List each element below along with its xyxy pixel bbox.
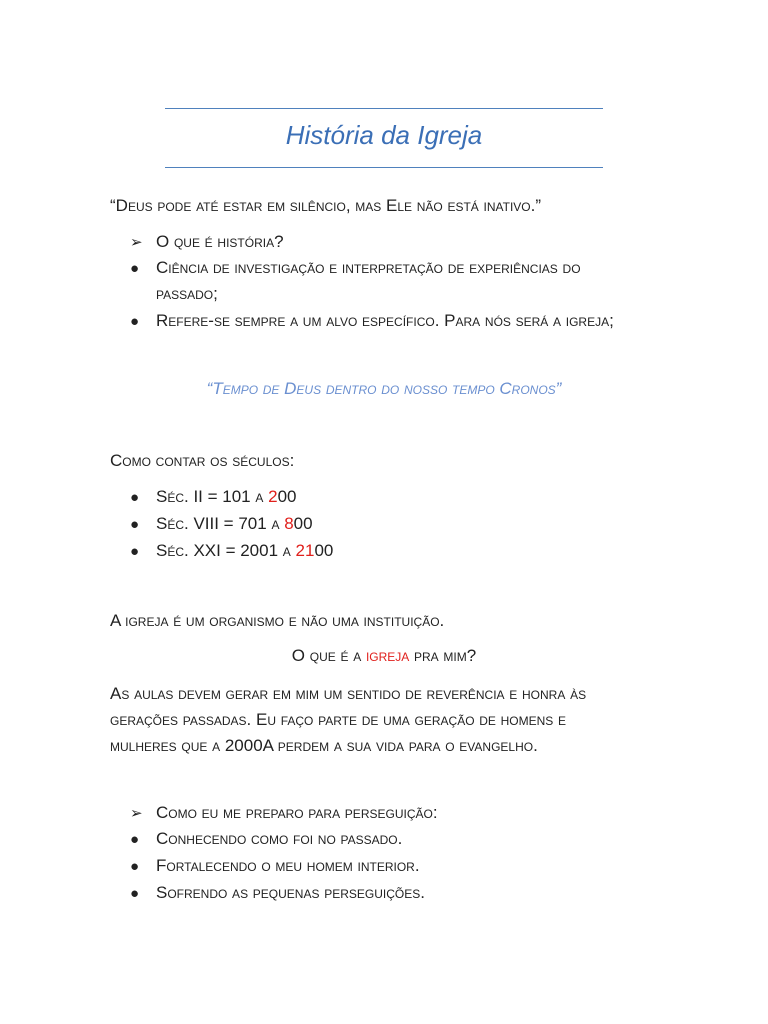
highlighted-digit: 8: [284, 514, 294, 533]
bullet-icon: ●: [130, 516, 140, 533]
paragraph-line: mulheres que a 2000A perdem a sua vida para o evangelho.: [110, 736, 538, 755]
church-question: O que é a igreja pra mim?: [291, 646, 477, 665]
list-item: ● Fortalecendo o meu homem interior.: [130, 856, 420, 875]
list-item: ➢ O que é história?: [130, 232, 284, 251]
arrow-bullet-icon: ➢: [130, 234, 143, 251]
bullet-icon: ●: [130, 831, 140, 848]
paragraph: [110, 681, 670, 759]
arrow-bullet-icon: ➢: [130, 805, 143, 822]
centuries-heading: Como contar os séculos:: [110, 451, 295, 470]
list-item: ● Conhecendo como foi no passado.: [130, 829, 403, 848]
paragraph-line: gerações passadas. Eu faço parte de uma geração de homens e: [110, 710, 567, 729]
list-item: ➢ Como eu me preparo para perseguição:: [130, 803, 438, 822]
list-item-continuation: passado;: [156, 284, 218, 303]
list-item: ● Séc. XXI = 2001 a 2100: [130, 541, 334, 560]
epigraph: “Deus pode até estar em silêncio, mas Ele não está inativo.”: [110, 196, 542, 215]
organism-statement: A igreja é um organismo e não uma instituição.: [110, 611, 445, 630]
bullet-icon: ●: [130, 489, 140, 506]
bullet-icon: ●: [130, 313, 140, 330]
list-item: ● Refere-se sempre a um alvo específico. Para nós será a igreja;: [130, 311, 614, 330]
highlighted-digit: 2: [268, 487, 278, 506]
highlighted-word: igreja: [365, 646, 410, 665]
paragraph-line: As aulas devem gerar em mim um sentido de reverência e honra às: [110, 684, 587, 703]
bullet-icon: ●: [130, 885, 140, 902]
bullet-icon: ●: [130, 858, 140, 875]
list-item: ● Séc. VIII = 701 a 800: [130, 514, 313, 533]
blue-quote: “Tempo de Deus dentro do nosso tempo Cronos”: [206, 379, 562, 398]
title-bottom-rule: [165, 167, 603, 168]
highlighted-digit: 21: [295, 541, 315, 560]
document-title: História da Igreja: [285, 120, 483, 150]
list-item: ● Ciência de investigação e interpretação de experiências do: [130, 258, 581, 277]
bullet-icon: ●: [130, 543, 140, 560]
list-item: ● Sofrendo as pequenas perseguições.: [130, 883, 425, 902]
list-item: ● Séc. II = 101 a 200: [130, 487, 297, 506]
bullet-icon: ●: [130, 260, 140, 277]
title-top-rule: [165, 108, 603, 109]
